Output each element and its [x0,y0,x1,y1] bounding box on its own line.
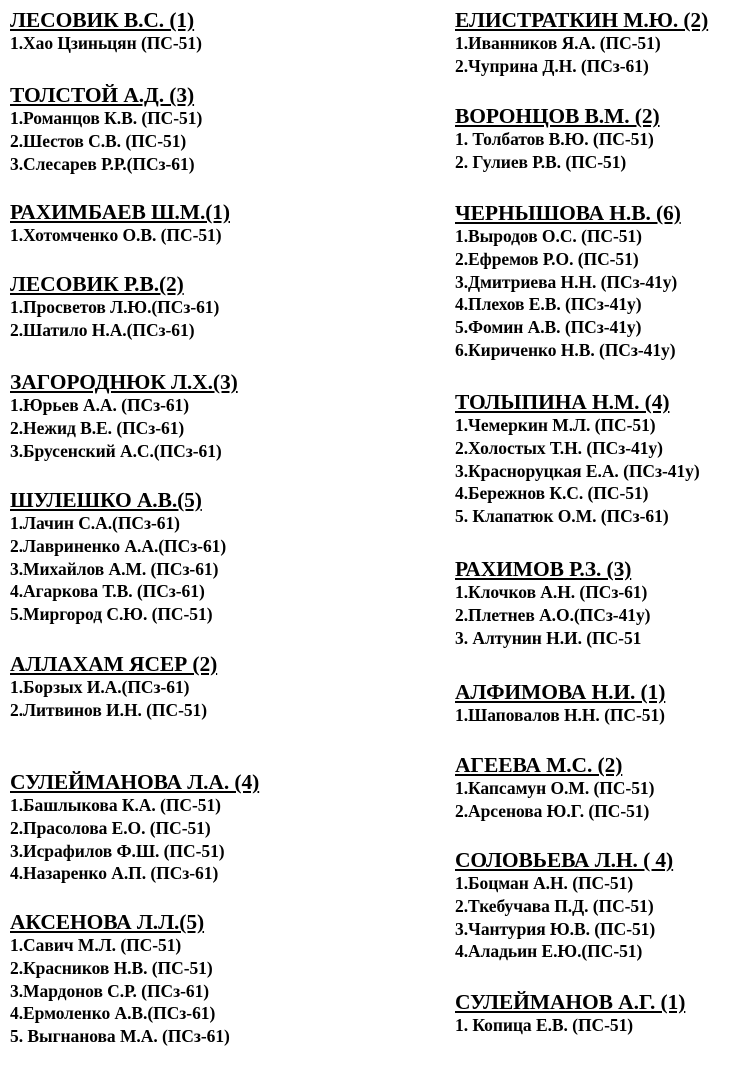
supervisor-name: ЕЛИСТРАТКИН М.Ю. (2) [455,8,709,32]
supervisor-name: РАХИМБАЕВ Ш.М.(1) [10,200,230,224]
supervisor-name: СУЛЕЙМАНОВА Л.А. (4) [10,770,260,794]
student-entry: 5. Выгнанова М.А. (ПСз-61) [10,1026,230,1047]
student-entry: 1.Иванников Я.А. (ПС-51) [455,33,661,53]
student-entry: 3.Дмитриева Н.Н. (ПСз-41у) [455,271,678,292]
supervisor-group [455,201,740,362]
student-entry: 3.Мардонов С.Р. (ПСз-61) [10,980,210,1001]
supervisor-name: ЧЕРНЫШОВА Н.В. (6) [455,201,681,225]
supervisor-group [455,390,740,528]
student-entry: 5. Клапатюк О.М. (ПСз-61) [455,506,669,527]
student-entry: 1.Борзых И.А.(ПСз-61) [10,677,190,697]
student-entry: 2.Нежид В.Е. (ПСз-61) [10,417,185,438]
student-entry: 4.Бережнов К.С. (ПС-51) [455,483,649,504]
student-entry: 5.Фомин А.В. (ПСз-41у) [455,317,642,338]
supervisor-name: ЛЕСОВИК В.С. (1) [10,8,195,32]
supervisor-group [455,557,740,649]
student-entry: 2.Лавриненко А.А.(ПСз-61) [10,535,227,556]
student-entry: 2.Чуприна Д.Н. (ПСз-61) [455,55,649,76]
student-entry: 1.Просветов Л.Ю.(ПСз-61) [10,297,220,317]
supervisor-group [455,753,740,823]
student-entry: 2.Литвинов И.Н. (ПС-51) [10,699,208,720]
student-entry: 1.Шаповалов Н.Н. (ПС-51) [455,705,665,725]
supervisor-name: ТОЛСТОЙ А.Д. (3) [10,83,195,107]
supervisor-group [10,488,370,626]
supervisor-group [10,910,370,1048]
student-entry: 1.Савич М.Л. (ПС-51) [10,935,182,955]
student-entry: 4.Плехов Е.В. (ПСз-41у) [455,294,642,315]
student-entry: 3.Исрафилов Ф.Ш. (ПС-51) [10,840,225,861]
student-entry: 2. Гулиев Р.В. (ПС-51) [455,151,627,172]
supervisor-group [455,848,740,963]
student-entry: 1. Толбатов В.Ю. (ПС-51) [455,129,654,149]
student-entry: 2.Арсенова Ю.Г. (ПС-51) [455,800,650,821]
student-entry: 2.Плетнев А.О.(ПСз-41у) [455,604,651,625]
supervisor-name: СУЛЕЙМАНОВ А.Г. (1) [455,990,686,1014]
student-entry: 4.Аладьин Е.Ю.(ПС-51) [455,941,643,962]
supervisor-name: СОЛОВЬЕВА Л.Н. ( 4) [455,848,674,872]
student-entry: 6.Кириченко Н.В. (ПСз-41у) [455,339,676,360]
student-entry: 3.Михайлов А.М. (ПСз-61) [10,558,219,579]
student-entry: 1.Хао Цзиньцян (ПС-51) [10,33,202,53]
student-entry: 2.Ефремов Р.О. (ПС-51) [455,248,639,269]
student-entry: 5.Миргород С.Ю. (ПС-51) [10,604,213,625]
supervisor-group [455,990,740,1037]
supervisor-group [10,83,370,175]
supervisor-name: ТОЛЫПИНА Н.М. (4) [455,390,670,414]
supervisor-group [10,370,370,462]
supervisor-name: ЛЕСОВИК Р.В.(2) [10,272,184,296]
student-entry: 3.Слесарев Р.Р.(ПСз-61) [10,153,195,174]
student-entry: 1.Романцов К.В. (ПС-51) [10,108,203,128]
supervisor-name: АЛФИМОВА Н.И. (1) [455,680,666,704]
student-entry: 3. Алтунин Н.И. (ПС-51 [455,627,642,648]
student-entry: 2.Шатило Н.А.(ПСз-61) [10,319,195,340]
student-entry: 2.Шестов С.В. (ПС-51) [10,130,187,151]
supervisor-group [10,8,370,55]
student-entry: 1. Копица Е.В. (ПС-51) [455,1015,634,1035]
student-entry: 1.Чемеркин М.Л. (ПС-51) [455,415,656,435]
supervisor-name: РАХИМОВ Р.З. (3) [455,557,632,581]
supervisor-name: АГЕЕВА М.С. (2) [455,753,623,777]
supervisor-group [455,8,740,78]
student-entry: 1.Капсамун О.М. (ПС-51) [455,778,655,798]
supervisor-name: ШУЛЕШКО А.В.(5) [10,488,202,512]
supervisor-name: АЛЛАХАМ ЯСЕР (2) [10,652,218,676]
student-entry: 1.Лачин С.А.(ПСз-61) [10,513,180,533]
student-entry: 2.Ткебучава П.Д. (ПС-51) [455,895,654,916]
student-entry: 2.Красников Н.В. (ПС-51) [10,957,213,978]
supervisor-name: ЗАГОРОДНЮК Л.Х.(3) [10,370,238,394]
student-entry: 1.Боцман А.Н. (ПС-51) [455,873,634,893]
student-entry: 3.Красноруцкая Е.А. (ПСз-41у) [455,460,700,481]
student-entry: 1.Клочков А.Н. (ПСз-61) [455,582,648,602]
student-entry: 2.Прасолова Е.О. (ПС-51) [10,817,211,838]
supervisor-group [10,652,370,722]
student-entry: 3.Брусенский А.С.(ПСз-61) [10,440,222,461]
supervisor-group [455,680,740,727]
student-entry: 1.Юрьев А.А. (ПСз-61) [10,395,190,415]
student-entry: 4.Назаренко А.П. (ПСз-61) [10,863,219,884]
student-entry: 3.Чантурия Ю.В. (ПС-51) [455,918,656,939]
student-entry: 1.Башлыкова К.А. (ПС-51) [10,795,221,815]
student-entry: 4.Ермоленко А.В.(ПСз-61) [10,1003,216,1024]
student-entry: 2.Холостых Т.Н. (ПСз-41у) [455,437,663,458]
supervisor-name: ВОРОНЦОВ В.М. (2) [455,104,660,128]
student-entry: 4.Агаркова Т.В. (ПСз-61) [10,581,205,602]
supervisor-name: АКСЕНОВА Л.Л.(5) [10,910,205,934]
student-entry: 1.Хотомченко О.В. (ПС-51) [10,225,222,245]
supervisor-group [10,770,370,885]
supervisor-group [10,272,370,342]
supervisor-group [455,104,740,174]
supervisor-group [10,200,370,247]
student-entry: 1.Выродов О.С. (ПС-51) [455,226,642,246]
